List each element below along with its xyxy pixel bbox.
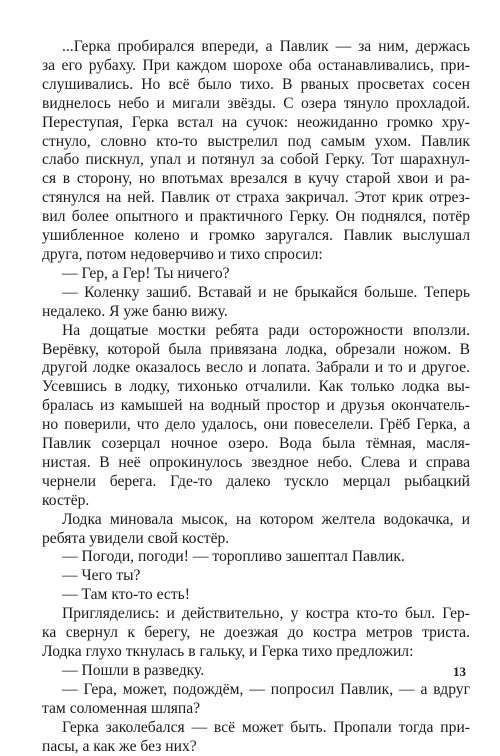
text-line: бралась из камышей на водный простор и друзья окончатель- (42, 397, 470, 415)
paragraph (42, 548, 470, 567)
text-column (42, 38, 470, 756)
text-line: Лодка миновала мысок, на котором желтела водокачка, и (62, 510, 470, 528)
text-line: — Коленку зашиб. Вставай и не брыкайся больше. Теперь (62, 283, 470, 301)
text-line: ...Герка пробирался впереди, а Павлик — за ним, держась (62, 38, 470, 55)
text-line: ушибленное колено и громко заругался. Павлик выслушал (42, 227, 470, 245)
page-number: 13 (453, 664, 466, 679)
text-line: — Погоди, погоди! — торопливо зашептал Павлик. (62, 548, 405, 566)
text-line: ребята увидели свой костёр. (42, 529, 230, 547)
text-line: Верёвку, которой была привязана лодка, обрезали ножом. В (42, 340, 470, 358)
text-line: стянулся на ней. Павлик от страха закричал. Этот крик отрез- (42, 189, 470, 207)
text-line: Павлик созерцал ночное озеро. Вода была тёмная, масля- (42, 435, 470, 453)
text-line: На дощатые мостки ребята ради осторожности вползли. (62, 321, 470, 339)
paragraph (42, 38, 470, 265)
text-line: слабо пискнул, упал и потянул за собой Герку. Тот шарахнул- (42, 151, 470, 169)
paragraph (42, 284, 470, 322)
text-line: за его рубаху. При каждом шорохе оба останавливались, при- (42, 56, 470, 74)
paragraph (42, 719, 470, 756)
text-line: виднелось небо и мигали звёзды. С озера тянуло прохладой. (42, 94, 470, 112)
text-line: но поверили, что дело удалось, они повеселели. Грёб Герка, а (42, 416, 470, 434)
text-line: слушивались. Но всё было тихо. В рваных просветах сосен (42, 75, 470, 93)
text-line: пасы, а как же без них? (42, 737, 197, 755)
paragraph (42, 322, 470, 511)
paragraph (42, 662, 470, 681)
paragraph (42, 586, 470, 605)
paragraph (42, 567, 470, 586)
text-line: — Гера, может, подождём, — попросил Павлик, — а вдруг (62, 680, 470, 698)
text-line: там соломенная шляпа? (42, 699, 201, 717)
text-line: Лодка глухо ткнулась в гальку, и Герка тихо предложил: (42, 643, 414, 660)
paragraph (42, 511, 470, 549)
text-line: Пригляделись: и действительно, у костра кто-то был. Гер- (62, 605, 470, 623)
text-line: костёр. (42, 491, 90, 509)
text-line: чернели берега. Где-то далеко тускло мерцал рыбацкий (42, 472, 470, 490)
text-line: стнуло, словно кто-то выстрелил под самым ухом. Павлик (42, 132, 470, 150)
text-line: ся в сторону, но впотьмах врезался в кучу старой хвои и ра- (42, 170, 470, 188)
text-line: вил более опытного и практичного Герку. Он поднялся, потёр (42, 208, 470, 226)
text-line: — Чего ты? (62, 567, 141, 585)
text-line: Усевшись в лодку, тихонько отчалили. Как только лодка вы- (42, 378, 470, 396)
text-line: — Там кто-то есть! (62, 586, 190, 604)
paragraph (42, 265, 470, 284)
text-line: ка свернул к берегу, не доезжая до костра метров триста. (42, 624, 470, 642)
paragraph (42, 681, 470, 719)
text-line: Герка заколебался — всё может быть. Пропали тогда при- (62, 718, 470, 736)
text-line: — Гер, а Гер! Ты ничего? (62, 264, 230, 282)
text-line: другой лодке оказалось весло и лопата. Забрали и то и другое. (42, 359, 470, 377)
paragraph (42, 605, 470, 662)
text-line: Переступая, Герка встал на сучок: неожиданно громко хру- (42, 113, 470, 131)
text-line: — Пошли в разведку. (62, 661, 205, 679)
text-line: недалеко. Я уже баню вижу. (42, 302, 228, 320)
text-line: нистая. В неё опрокинулось звездное небо. Слева и справа (42, 453, 470, 471)
text-line: друга, потом недоверчиво и тихо спросил: (42, 245, 323, 263)
